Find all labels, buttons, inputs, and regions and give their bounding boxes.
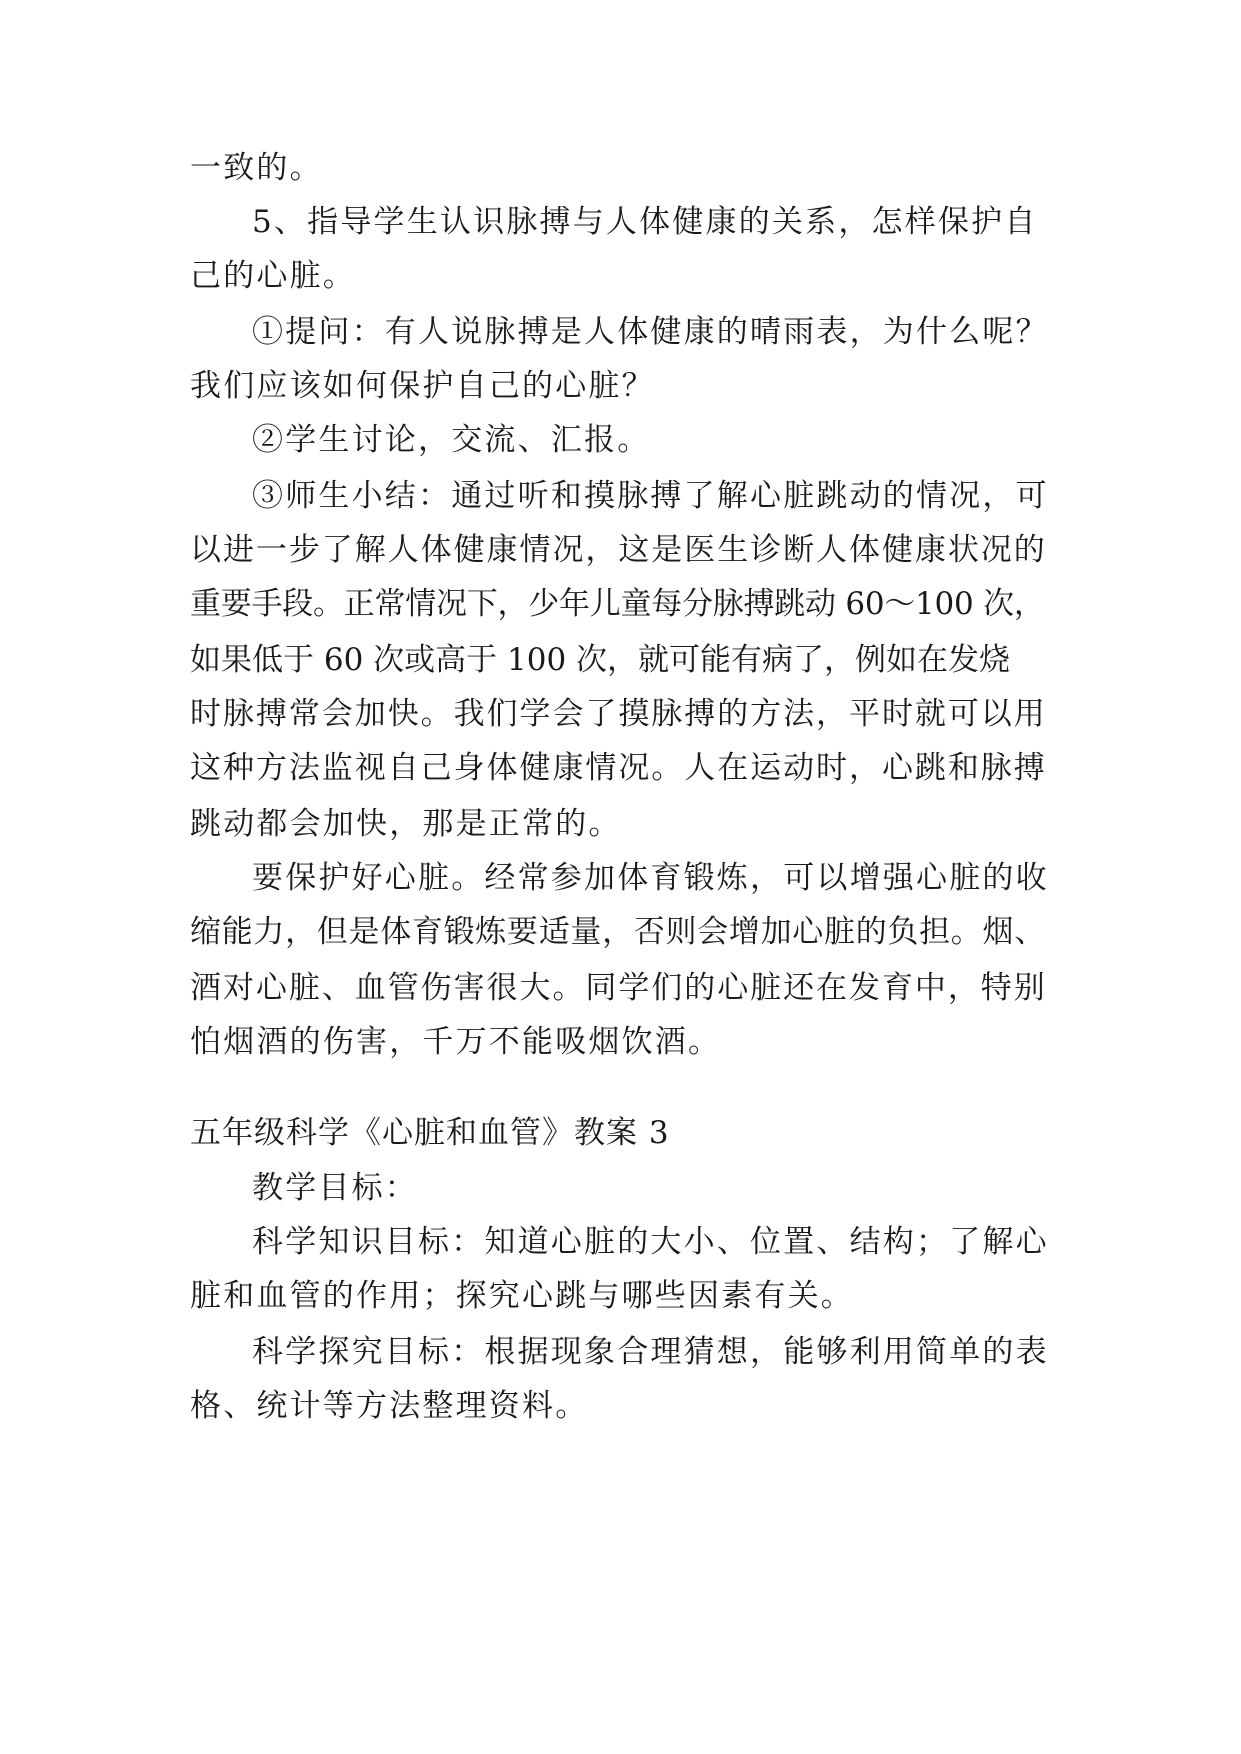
- text-line: 我们应该如何保护自己的心脏？: [190, 368, 655, 404]
- text-line: 以进一步了解人体健康情况，这是医生诊断人体健康状况的: [190, 532, 1047, 568]
- text-line: 一致的。: [190, 150, 323, 186]
- text-line: 格、统计等方法整理资料。: [190, 1388, 589, 1424]
- text-line: 要保护好心脏。经常参加体育锻炼，可以增强心脏的收: [252, 860, 1049, 896]
- text-line: 5、指导学生认识脉搏与人体健康的关系，怎样保护自: [252, 204, 1038, 240]
- section-title: 五年级科学《心脏和血管》教案 3: [190, 1115, 670, 1151]
- text-line: 科学知识目标：知道心脏的大小、位置、结构；了解心: [252, 1224, 1049, 1260]
- text-line: 酒对心脏、血管伤害很大。同学们的心脏还在发育中，特别: [190, 970, 1047, 1006]
- text-line: 时脉搏常会加快。我们学会了摸脉搏的方法，平时就可以用: [190, 696, 1047, 732]
- text-line: ③师生小结：通过听和摸脉搏了解心脏跳动的情况，可: [252, 478, 1049, 514]
- text-line: 脏和血管的作用；探究心跳与哪些因素有关。: [190, 1278, 854, 1314]
- text-line: 怕烟酒的伤害，千万不能吸烟饮酒。: [190, 1024, 722, 1060]
- text-line: 这种方法监视自己身体健康情况。人在运动时，心跳和脉搏: [190, 750, 1047, 786]
- text-line: 教学目标：: [252, 1170, 418, 1206]
- text-line: ②学生讨论，交流、汇报。: [252, 422, 651, 458]
- text-line: 缩能力，但是体育锻炼要适量，否则会增加心脏的负担。烟、: [190, 914, 1046, 950]
- text-line: 跳动都会加快，那是正常的。: [190, 806, 622, 842]
- text-line: 如果低于 60 次或高于 100 次，就可能有病了，例如在发烧: [190, 642, 1011, 678]
- text-line: 重要手段。正常情况下，少年儿童每分脉搏跳动 60～100 次，: [190, 586, 1045, 622]
- text-line: 科学探究目标：根据现象合理猜想，能够利用简单的表: [252, 1334, 1049, 1370]
- text-line: ①提问：有人说脉搏是人体健康的晴雨表，为什么呢？: [252, 314, 1049, 350]
- text-line: 己的心脏。: [190, 258, 356, 294]
